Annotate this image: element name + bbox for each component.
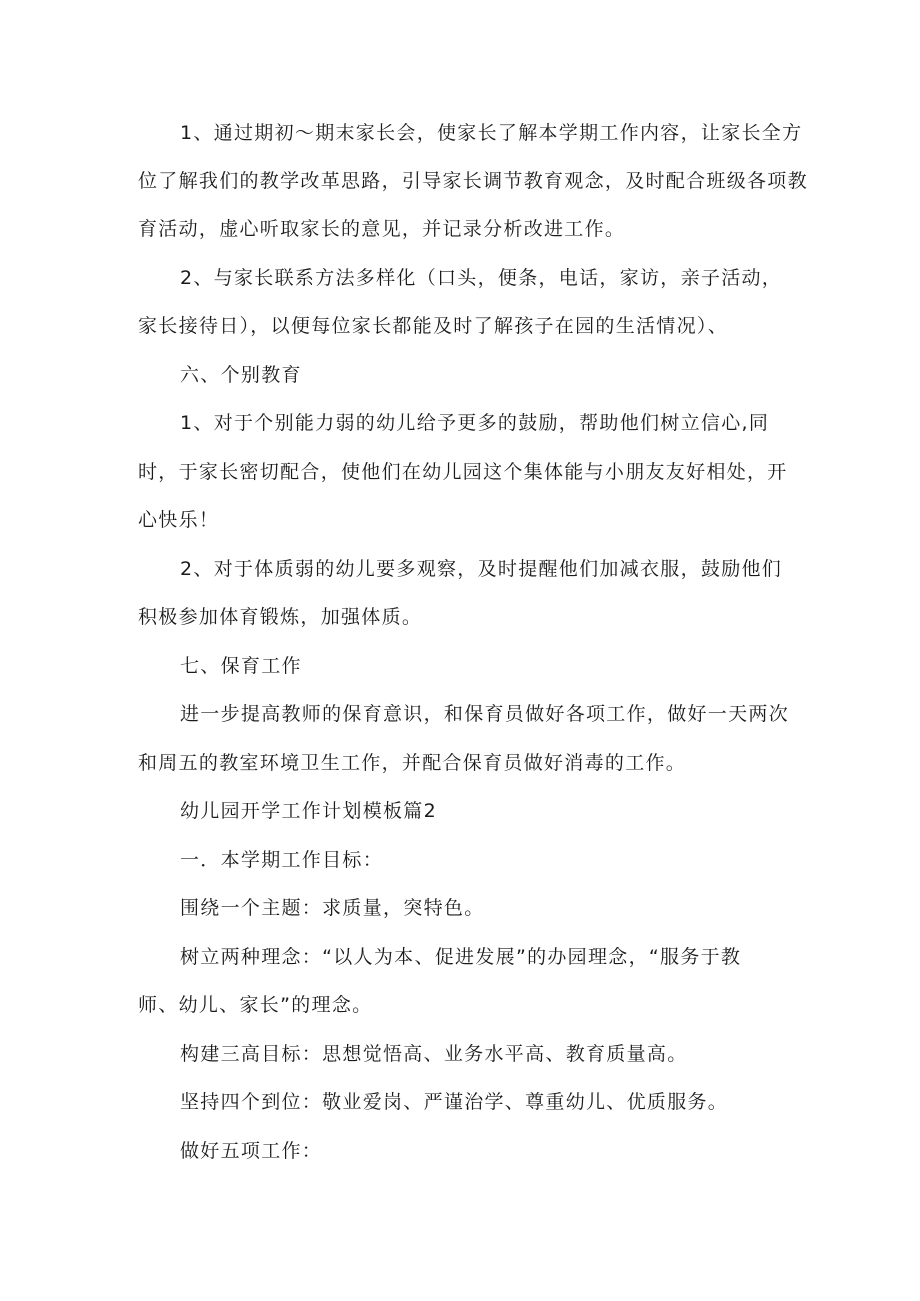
paragraph-2-line-2: 家长接待日），以便每位家长都能及时了解孩子在园的生活情况）、 [138,315,729,337]
goal-two-concepts-line-2: 师、幼儿、家长”的理念。 [138,994,373,1016]
paragraph-3-line-3: 心快乐！ [138,509,220,531]
paragraph-5-line-1: 进一步提高教师的保育意识，和保育员做好各项工作，做好一天两次 [180,703,790,725]
paragraph-1-line-2: 位了解我们的教学改革思路，引导家长调节教育观念，及时配合班级各项教 [138,170,808,192]
section-heading-care-work: 七、保育工作 [180,655,302,677]
goal-two-concepts-line-1: 树立两种理念：“以人为本、促进发展”的办园理念，“服务于教 [180,946,742,968]
section-heading-individual-education: 六、个别教育 [180,364,302,386]
paragraph-3-line-1: 1、对于个别能力弱的幼儿给予更多的鼓励，帮助他们树立信心,同 [180,412,770,434]
section-heading-semester-goals: 一．本学期工作目标： [180,849,384,871]
document-subtitle: 幼儿园开学工作计划模板篇2 [180,800,437,822]
goal-four-in-place: 坚持四个到位：敬业爱岗、严谨治学、尊重幼儿、优质服务。 [180,1091,729,1113]
paragraph-4-line-1: 2、对于体质弱的幼儿要多观察，及时提醒他们加减衣服，鼓励他们 [180,558,783,580]
goal-five-tasks: 做好五项工作： [180,1140,323,1162]
paragraph-4-line-2: 积极参加体育锻炼，加强体质。 [138,606,423,628]
goal-one-theme: 围绕一个主题：求质量，突特色。 [180,897,485,919]
goal-three-targets: 构建三高目标：思想觉悟高、业务水平高、教育质量高。 [180,1043,688,1065]
paragraph-2-line-1: 2、与家长联系方法多样化（口头，便条，电话，家访，亲子活动， [180,267,783,289]
paragraph-5-line-2: 和周五的教室环境卫生工作，并配合保育员做好消毒的工作。 [138,752,687,774]
paragraph-1-line-3: 育活动，虚心听取家长的意见，并记录分析改进工作。 [138,218,626,240]
paragraph-1-line-1: 1、通过期初～期末家长会，使家长了解本学期工作内容，让家长全方 [180,122,803,144]
paragraph-3-line-2: 时，于家长密切配合，使他们在幼儿园这个集体能与小朋友友好相处，开 [138,461,788,483]
